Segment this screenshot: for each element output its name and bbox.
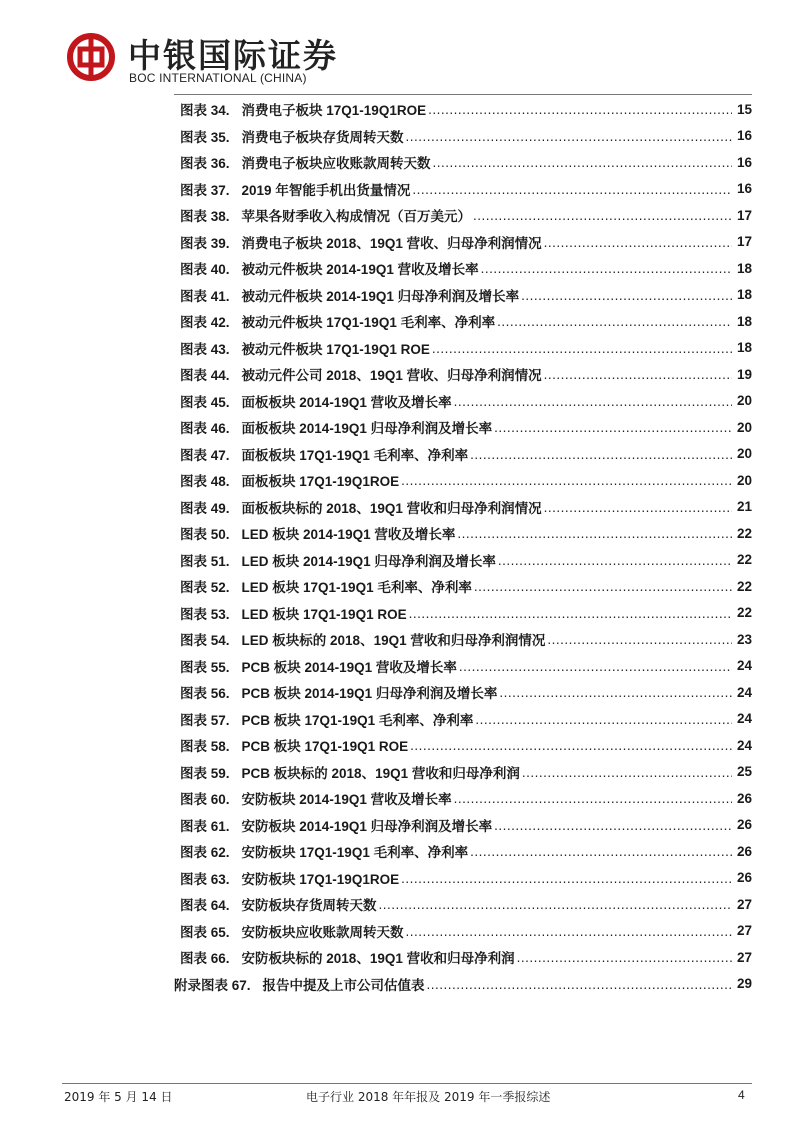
toc-dot-leader <box>474 578 732 594</box>
brand-name-cn: 中银国际证券 <box>128 36 338 75</box>
toc-entry[interactable] <box>180 202 752 228</box>
toc-entry-title: 被动元件板块 17Q1-19Q1 毛利率、净利率 <box>241 315 496 330</box>
toc-entry-title: 报告中提及上市公司估值表 <box>262 977 425 993</box>
toc-entry-page: 21 <box>736 499 752 514</box>
toc-entry-page: 24 <box>736 711 752 726</box>
toc-entry-label: 图表 59. <box>180 765 230 781</box>
toc-entry-page: 26 <box>736 870 752 885</box>
toc-entry-page: 22 <box>736 578 752 594</box>
toc-dot-leader <box>547 631 732 647</box>
toc-dot-leader <box>454 790 732 806</box>
toc-entry[interactable] <box>180 865 752 891</box>
toc-entry[interactable] <box>180 812 752 838</box>
toc-entry-label: 图表 54. <box>180 633 230 648</box>
toc-entry-page: 24 <box>736 737 752 753</box>
toc-entry-label: 图表 43. <box>180 341 230 357</box>
toc-entry[interactable] <box>180 414 752 440</box>
toc-entry-title: PCB 板块 2014-19Q1 归母净利润及增长率 <box>241 686 498 701</box>
toc-dot-leader <box>412 181 732 197</box>
toc-entry-label: 图表 51. <box>180 553 230 569</box>
toc-entry-title: 面板板块 2014-19Q1 归母净利润及增长率 <box>241 421 493 436</box>
toc-entry[interactable] <box>180 255 752 281</box>
toc-entry-page: 26 <box>736 817 752 832</box>
toc-entry-title: 安防板块 17Q1-19Q1 毛利率、净利率 <box>241 845 469 860</box>
toc-dot-leader <box>409 605 732 621</box>
toc-entry-title: LED 板块 17Q1-19Q1 毛利率、净利率 <box>241 580 472 595</box>
toc-entry[interactable] <box>180 679 752 705</box>
toc-entry-title: 被动元件板块 2014-19Q1 营收及增长率 <box>241 262 479 277</box>
toc-entry-label: 附录图表 67. <box>174 977 251 993</box>
toc-entry-page: 24 <box>736 684 752 700</box>
toc-entry[interactable] <box>180 785 752 811</box>
toc-entry-page: 16 <box>736 181 752 196</box>
toc-entry-page: 15 <box>736 101 752 117</box>
toc-entry-title: PCB 板块 17Q1-19Q1 毛利率、净利率 <box>241 712 474 728</box>
toc-entry-page: 17 <box>736 207 752 223</box>
toc-entry[interactable] <box>180 573 752 599</box>
toc-dot-leader <box>470 446 732 462</box>
toc-entry-page: 17 <box>736 234 752 249</box>
toc-entry-page: 20 <box>736 419 752 435</box>
toc-entry-label: 图表 55. <box>180 659 230 675</box>
toc-entry-title: 消费电子板块应收账款周转天数 <box>241 156 431 171</box>
toc-entry-label: 图表 48. <box>180 474 230 489</box>
toc-entry-title: PCB 板块 17Q1-19Q1 ROE <box>241 739 409 754</box>
toc-entry[interactable] <box>174 971 752 997</box>
toc-dot-leader <box>433 154 732 170</box>
toc-entry-label: 图表 61. <box>180 818 230 834</box>
toc-dot-leader <box>473 207 732 223</box>
toc-entry-title: PCB 板块标的 2018、19Q1 营收和归母净利润 <box>241 765 520 781</box>
toc-entry-label: 图表 41. <box>180 288 230 304</box>
toc-dot-leader <box>522 764 732 780</box>
toc-entry[interactable] <box>180 176 752 202</box>
toc-entry-title: 安防板块标的 2018、19Q1 营收和归母净利润 <box>241 951 515 966</box>
toc-entry[interactable] <box>180 944 752 970</box>
toc-entry[interactable] <box>180 918 752 944</box>
toc-entry-page: 20 <box>736 446 752 461</box>
report-header <box>62 28 362 88</box>
toc-dot-leader <box>544 499 732 515</box>
toc-dot-leader <box>401 870 732 886</box>
toc-dot-leader <box>428 101 732 117</box>
toc-entry-label: 图表 49. <box>180 500 230 516</box>
toc-entry-label: 图表 52. <box>180 580 230 595</box>
toc-entry[interactable] <box>180 547 752 573</box>
toc-entry[interactable] <box>180 706 752 732</box>
toc-entry-title: 安防板块应收账款周转天数 <box>241 924 404 940</box>
toc-entry-title: 被动元件公司 2018、19Q1 营收、归母净利润情况 <box>241 368 542 383</box>
toc-entry-title: 消费电子板块 2018、19Q1 营收、归母净利润情况 <box>241 235 542 251</box>
toc-entry-label: 图表 46. <box>180 421 230 436</box>
toc-entry-label: 图表 57. <box>180 712 230 728</box>
toc-entry-label: 图表 66. <box>180 951 230 966</box>
toc-dot-leader <box>470 843 732 859</box>
toc-entry[interactable] <box>180 335 752 361</box>
toc-entry-page: 22 <box>736 525 752 541</box>
toc-entry[interactable] <box>180 388 752 414</box>
toc-dot-leader <box>544 366 732 382</box>
toc-entry-page: 22 <box>736 552 752 567</box>
toc-entry-label: 图表 42. <box>180 315 230 330</box>
toc-entry-title: 2019 年智能手机出货量情况 <box>241 182 411 198</box>
footer-date: 2019 年 5 月 14 日 <box>64 1090 173 1104</box>
toc-entry[interactable] <box>180 759 752 785</box>
toc-entry[interactable] <box>180 467 752 493</box>
toc-dot-leader <box>401 472 732 488</box>
toc-entry[interactable] <box>180 308 752 334</box>
toc-entry-title: LED 板块标的 2018、19Q1 营收和归母净利润情况 <box>241 633 546 648</box>
toc-entry-page: 18 <box>736 340 752 355</box>
brand-name-en: BOC INTERNATIONAL (CHINA) <box>129 71 307 85</box>
toc-dot-leader <box>497 313 732 329</box>
toc-entry-page: 18 <box>736 313 752 329</box>
toc-entry-label: 图表 39. <box>180 235 230 251</box>
toc-dot-leader <box>481 260 732 276</box>
toc-entry-label: 图表 34. <box>180 103 230 118</box>
toc-entry[interactable] <box>180 891 752 917</box>
toc-dot-leader <box>459 658 732 674</box>
toc-entry-title: LED 板块 2014-19Q1 营收及增长率 <box>241 527 456 542</box>
toc-entry-title: 被动元件板块 2014-19Q1 归母净利润及增长率 <box>241 288 520 304</box>
toc-entry-title: 安防板块 2014-19Q1 归母净利润及增长率 <box>241 818 493 834</box>
toc-entry-label: 图表 37. <box>180 182 230 198</box>
toc-entry-page: 27 <box>736 896 752 912</box>
toc-dot-leader <box>494 817 732 833</box>
toc-entry-page: 20 <box>736 472 752 488</box>
toc-entry[interactable] <box>180 229 752 255</box>
toc-entry[interactable] <box>180 653 752 679</box>
header-divider <box>174 94 752 95</box>
toc-entry-title: 消费电子板块存货周转天数 <box>241 129 404 145</box>
toc-dot-leader <box>494 419 732 435</box>
toc-dot-leader <box>517 949 732 965</box>
toc-entry-title: 苹果各财季收入构成情况（百万美元） <box>241 209 472 224</box>
toc-entry[interactable] <box>180 838 752 864</box>
toc-entry-label: 图表 40. <box>180 262 230 277</box>
toc-entry-label: 图表 36. <box>180 156 230 171</box>
toc-dot-leader <box>410 737 732 753</box>
toc-entry-title: LED 板块 17Q1-19Q1 ROE <box>241 606 407 622</box>
toc-dot-leader <box>427 976 732 992</box>
toc-entry-title: 面板板块标的 2018、19Q1 营收和归母净利润情况 <box>241 500 542 516</box>
toc-entry-label: 图表 53. <box>180 606 230 622</box>
toc-entry-label: 图表 35. <box>180 129 230 145</box>
toc-entry-title: LED 板块 2014-19Q1 归母净利润及增长率 <box>241 553 496 569</box>
toc-entry-page: 25 <box>736 764 752 779</box>
footer-divider <box>62 1083 752 1084</box>
bank-of-china-logo-icon <box>66 32 116 82</box>
toc-entry-page: 18 <box>736 287 752 302</box>
toc-entry-page: 18 <box>736 260 752 276</box>
toc-entry-title: PCB 板块 2014-19Q1 营收及增长率 <box>241 659 457 675</box>
toc-entry-label: 图表 56. <box>180 686 230 701</box>
toc-dot-leader <box>406 923 732 939</box>
toc-entry-label: 图表 65. <box>180 924 230 940</box>
toc-entry-title: 安防板块 2014-19Q1 营收及增长率 <box>241 792 452 807</box>
toc-entry-page: 16 <box>736 128 752 143</box>
toc-entry[interactable] <box>180 282 752 308</box>
toc-entry-title: 安防板块存货周转天数 <box>241 898 377 913</box>
toc-entry-page: 22 <box>736 605 752 620</box>
toc-entry-title: 安防板块 17Q1-19Q1ROE <box>241 871 400 887</box>
toc-entry-title: 消费电子板块 17Q1-19Q1ROE <box>241 103 427 118</box>
toc-entry[interactable] <box>180 361 752 387</box>
footer-page-number: 4 <box>738 1088 745 1102</box>
toc-dot-leader <box>498 552 732 568</box>
toc-entry-label: 图表 50. <box>180 527 230 542</box>
toc-entry-page: 26 <box>736 790 752 806</box>
toc-entry[interactable] <box>180 96 752 122</box>
toc-entry[interactable] <box>180 732 752 758</box>
toc-entry-page: 19 <box>736 366 752 382</box>
toc-entry-label: 图表 45. <box>180 394 230 410</box>
toc-entry-label: 图表 58. <box>180 739 230 754</box>
toc-entry-label: 图表 60. <box>180 792 230 807</box>
toc-entry[interactable] <box>180 626 752 652</box>
toc-entry[interactable] <box>180 494 752 520</box>
toc-dot-leader <box>457 525 732 541</box>
toc-entry-page: 29 <box>736 976 752 991</box>
toc-entry-page: 16 <box>736 154 752 170</box>
toc-entry-title: 面板板块 17Q1-19Q1 毛利率、净利率 <box>241 447 469 463</box>
toc-entry-page: 27 <box>736 949 752 965</box>
toc-dot-leader <box>432 340 732 356</box>
toc-entry[interactable] <box>180 600 752 626</box>
toc-entry-label: 图表 62. <box>180 845 230 860</box>
toc-dot-leader <box>454 393 732 409</box>
toc-dot-leader <box>521 287 732 303</box>
toc-dot-leader <box>544 234 732 250</box>
toc-dot-leader <box>379 896 732 912</box>
toc-entry-page: 23 <box>736 631 752 647</box>
toc-entry-page: 27 <box>736 923 752 938</box>
toc-entry-label: 图表 64. <box>180 898 230 913</box>
toc-entry-label: 图表 44. <box>180 368 230 383</box>
toc-entry[interactable] <box>180 149 752 175</box>
toc-entry-page: 24 <box>736 658 752 673</box>
toc-entry-label: 图表 63. <box>180 871 230 887</box>
toc-entry-label: 图表 47. <box>180 447 230 463</box>
toc-entry[interactable] <box>180 441 752 467</box>
toc-entry-page: 26 <box>736 843 752 859</box>
toc-entry[interactable] <box>180 520 752 546</box>
toc-entry-page: 20 <box>736 393 752 408</box>
toc-dot-leader <box>499 684 732 700</box>
toc-entry-title: 面板板块 17Q1-19Q1ROE <box>241 474 400 489</box>
toc-dot-leader <box>475 711 732 727</box>
toc-entry-title: 被动元件板块 17Q1-19Q1 ROE <box>241 341 430 357</box>
toc-entry-title: 面板板块 2014-19Q1 营收及增长率 <box>241 394 452 410</box>
toc-entry[interactable] <box>180 123 752 149</box>
footer-report-title: 电子行业 2018 年年报及 2019 年一季报综述 <box>306 1090 551 1104</box>
toc-entry-label: 图表 38. <box>180 209 230 224</box>
toc-dot-leader <box>406 128 732 144</box>
